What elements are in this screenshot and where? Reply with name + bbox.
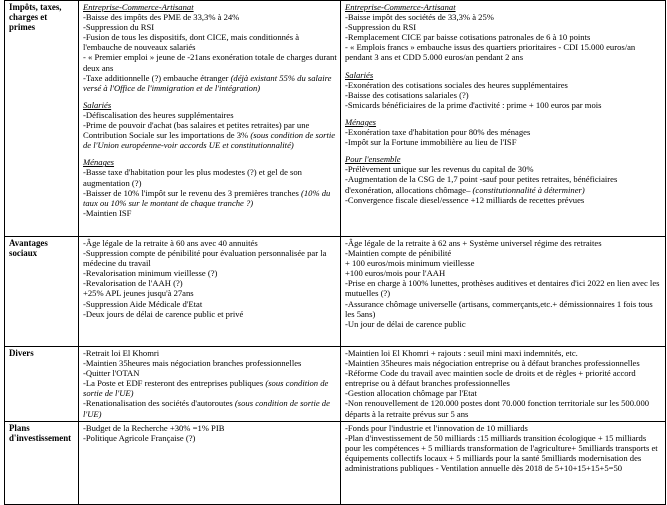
table-row (5, 421, 666, 504)
row-heading: Divers (5, 347, 79, 422)
line-text: -Prise en charge à 100% lunettes, prothèses auditives et dentaires d'ici 2022 en lien avec les mutuelles (?) (345, 278, 660, 299)
program-line (345, 127, 662, 137)
row-heading: Avantages sociaux (5, 237, 79, 347)
section-block (345, 70, 662, 110)
line-text: -Réforme Code du travail avec maintien socle de droits et de règles + priorité accord entreprise ou à défaut branches professionnelles (345, 368, 636, 389)
program-line (83, 208, 337, 218)
line-text: -Baisser de 10% l'impôt sur le revenu des 3 premières tranches (83, 187, 301, 198)
line-text: -Gestion allocation chômage par l'Etat (345, 388, 477, 399)
line-text: -Baisse des impôts des PME de 33,3% à 24% (83, 12, 240, 23)
program-line (345, 90, 662, 100)
program-line (345, 100, 662, 110)
program-line (345, 258, 662, 268)
section-block (83, 2, 337, 93)
program-line (83, 299, 337, 309)
line-text: -Prime de pouvoir d'achat (bas salaires et petites retraites) par une Contribution Sociale sur les importations de 3% (83, 120, 310, 141)
program-line (345, 22, 662, 32)
line-text: - « Premier emploi » jeune de -21ans exonération totale de charges durant deux ans (83, 52, 337, 73)
right-program-cell (341, 421, 666, 504)
line-text: -Smicards bénéficiaires de la prime d'activité : prime + 100 euros par mois (345, 99, 602, 110)
table-row (5, 1, 666, 237)
section-block (345, 238, 662, 329)
program-line (345, 278, 662, 298)
line-text: -Remplacement CICE par baisse cotisations patronales de 6 à 10 points (345, 32, 591, 43)
program-line (83, 423, 337, 433)
left-program-cell (79, 421, 341, 504)
program-line (83, 433, 337, 443)
line-text: -Taxe additionnelle (?) embauche étranger (83, 72, 231, 83)
line-text: -Suppression Aide Médicale d'Etat (83, 298, 203, 309)
line-text: -Maintien compte de pénibilité (345, 248, 452, 259)
program-line (345, 433, 662, 473)
program-line (83, 348, 337, 358)
program-line (345, 12, 662, 22)
line-text: -Maintien ISF (83, 207, 132, 218)
line-text: -Impôt sur la Fortune immobilière au lieu de l'ISF (345, 137, 517, 148)
right-program-cell (341, 237, 666, 347)
line-text: -Suppression compte de pénibilité pour évaluation personnalisée par la médecine du travail (83, 248, 327, 269)
line-text: -Âge légale de la retraite à 62 ans + Système universel régime des retraites (345, 238, 602, 248)
section-block (83, 100, 337, 150)
line-text: + 100 euros/mois minimum vieillesse (345, 258, 475, 269)
program-line (83, 288, 337, 298)
section-title: Entreprise-Commerce-Artisanat (83, 2, 194, 12)
line-note: (sous condition de sortie de l'Union européenne-voir accords UE et constitutionnalité) (83, 130, 336, 151)
section-block (345, 2, 662, 63)
program-line (83, 73, 337, 93)
line-text: -Fusion de tous les dispositifs, dont CICE, mais conditionnés à l'embauche de nouveaux salariés (83, 32, 300, 53)
program-line (345, 319, 662, 329)
program-line (345, 368, 662, 388)
section-block (83, 238, 337, 319)
line-text: -Revalorisation minimum vieillesse (?) (83, 268, 218, 279)
line-text: - « Emplois francs » embauche issus des quartiers prioritaires - CDI 15.000 euros/an pendant 3 ans et CDD 5.000 euros/an pendant 2 ans (345, 42, 636, 63)
table-row (5, 347, 666, 422)
program-line (83, 278, 337, 288)
line-text: -Non renouvellement de 120.000 postes dont 70.000 fonction territoriale sur les 500.000 départs à la retraite prévus sur 5 ans (345, 398, 650, 419)
section-block (83, 348, 337, 419)
program-line (83, 167, 337, 187)
program-line (345, 32, 662, 42)
program-line (345, 388, 662, 398)
line-text: -Suppression du RSI (83, 22, 155, 33)
program-line (345, 42, 662, 62)
line-text: -Plan d'investissement de 50 milliards :15 milliards transition écologique + 15 milliards pour les compétences + 5 milliards transformation de l'agriculture+ 5milliards transports et équipements collectifs locaux + 5 milliards pour la santé 5milliards modernisation des administrations publiques - Ventilation annuelle dès 2018 de 5+10+15+15+5=50 (345, 432, 658, 474)
program-line (83, 52, 337, 72)
program-line (345, 195, 662, 205)
line-text: -Politique Agricole Française (?) (83, 432, 196, 443)
section-title: Entreprise-Commerce-Artisanat (345, 2, 456, 12)
program-line (345, 164, 662, 174)
program-line (83, 238, 337, 248)
section-title: Ménages (345, 116, 377, 127)
section-title: Salariés (345, 69, 374, 80)
program-line (83, 110, 337, 120)
program-line (345, 398, 662, 418)
program-line (345, 174, 662, 194)
line-text: -Deux jours de délai de carence public et privé (83, 308, 244, 319)
line-text: -Budget de la Recherche +30% =1% PIB (83, 422, 225, 433)
right-program-cell (341, 1, 666, 237)
line-text: -Quitter l'OTAN (83, 368, 140, 379)
line-text: -Retrait loi El Khomri (83, 348, 160, 358)
program-line (345, 268, 662, 278)
program-line (83, 188, 337, 208)
program-line (83, 248, 337, 268)
left-program-cell (79, 347, 341, 422)
line-text: -La Poste et EDF resteront des entreprises publiques (83, 378, 266, 389)
line-note: (sous condition de sortie de l'UE) (83, 398, 330, 419)
program-line (83, 268, 337, 278)
line-text: -Exonération des cotisations sociales des heures supplémentaires (345, 79, 568, 90)
program-line (345, 348, 662, 358)
left-program-cell (79, 237, 341, 347)
line-note: (constitutionnalité à déterminer) (472, 184, 585, 195)
section-block (345, 154, 662, 204)
program-line (83, 398, 337, 418)
section-block (345, 117, 662, 147)
line-text: -Maintien 35heures mais négociation entreprise ou à défaut branches professionnelles (345, 358, 640, 369)
line-text: -Baisse impôt des sociétés de 33,3% à 25% (345, 12, 494, 23)
line-text: -Défiscalisation des heures supplémentaires (83, 109, 234, 120)
line-text: -Maintien loi El Khomri + rajouts : seuil mini maxi indemnités, etc. (345, 348, 578, 358)
left-program-cell (79, 1, 341, 237)
program-line (83, 309, 337, 319)
program-line (83, 22, 337, 32)
program-line (345, 358, 662, 368)
program-line (345, 238, 662, 248)
program-line (83, 12, 337, 22)
line-text: -Renationalisation des sociétés d'autoroutes (83, 398, 235, 409)
line-text: -Un jour de délai de carence public (345, 318, 466, 329)
program-line (83, 120, 337, 150)
line-note: (sous condition de sortie de l'UE) (83, 378, 329, 399)
line-text: -Exonération taxe d'habitation pour 80% des ménages (345, 127, 531, 138)
section-block (345, 348, 662, 419)
line-text: -Prélèvement unique sur les revenus du capital de 30% (345, 164, 534, 175)
program-line (345, 299, 662, 319)
line-text: -Revalorisation de l'AAH (?) (83, 278, 183, 289)
line-text: -Convergence fiscale diesel/essence +12 milliards de recettes prévues (345, 194, 585, 205)
section-title: Pour l'ensemble (345, 154, 401, 165)
line-text: +100 euros/mois pour l'AAH (345, 268, 446, 279)
line-text: +25% APL jeunes jusqu'à 27ans (83, 288, 194, 299)
program-line (345, 80, 662, 90)
section-title: Salariés (83, 99, 112, 110)
section-block (345, 423, 662, 473)
table-row (5, 237, 666, 347)
section-block (83, 157, 337, 218)
program-line (345, 423, 662, 433)
program-line (83, 32, 337, 52)
section-block (83, 423, 337, 443)
line-text: -Âge légale de la retraite à 60 ans avec 40 annuités (83, 238, 258, 248)
row-heading: Plans d'investissement (5, 421, 79, 504)
section-title: Ménages (83, 157, 115, 168)
line-text: -Augmentation de la CSG de 1,7 point -sauf pour petites retraites, bénéficiaires d'exonération, allocations chômage– (345, 174, 618, 195)
line-note: (10% du taux ou 10% sur le montant de chaque tranche ?) (83, 187, 331, 208)
program-line (83, 358, 337, 368)
program-line (83, 378, 337, 398)
line-text: -Maintien 35heures mais négociation branches professionnelles (83, 358, 302, 369)
line-text: -Suppression du RSI (345, 22, 417, 33)
line-text: -Fonds pour l'industrie et l'innovation de 10 milliards (345, 422, 528, 433)
row-heading: Impôts, taxes, charges et primes (5, 1, 79, 237)
comparison-table (4, 0, 666, 505)
line-text: -Basse taxe d'habitation pour les plus modestes (?) et gel de son augmentation (?) (83, 167, 302, 188)
program-line (345, 137, 662, 147)
program-line (345, 248, 662, 258)
program-line (83, 368, 337, 378)
line-note: (déjà existant 55% du salaire versé à l'Office de l'immigration et de l'intégration) (83, 72, 332, 93)
right-program-cell (341, 347, 666, 422)
line-text: -Baisse des cotisations salariales (?) (345, 89, 469, 100)
line-text: -Assurance chômage universelle (artisans, commerçants,etc.+ démissionnaires 1 fois tous les 5ans) (345, 298, 653, 319)
